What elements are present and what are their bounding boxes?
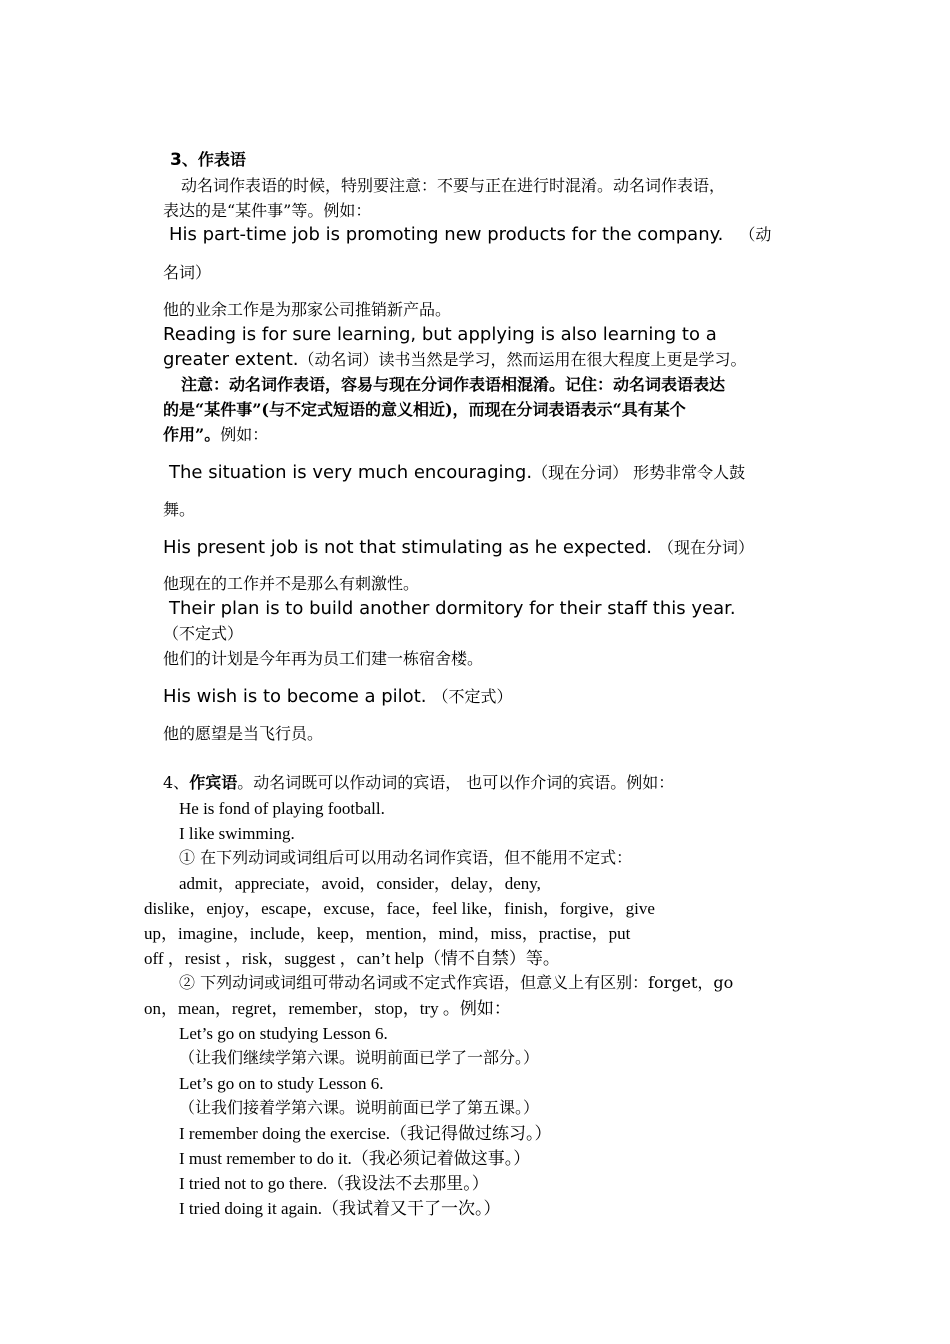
section-3-heading (170, 152, 246, 169)
note-line2: 的是“某件事”(与不定式短语的意义相近)，而现在分词表语表示“具有某个 (163, 400, 686, 419)
example-1-line (169, 226, 771, 244)
example-6-line (163, 688, 513, 706)
s4-verbs-line2: dislike，enjoy，escape，excuse，face，feel like，finish，forgive，give (144, 899, 655, 918)
example-2-english-end: greater extent. (163, 349, 299, 370)
section-4-number: 4、 (163, 773, 190, 792)
s4-example-2: I like swimming. (179, 824, 295, 843)
s4-example-8: I tried doing it again.（我试着又干了一次。） (179, 1199, 501, 1218)
s4-example-5: I remember doing the exercise.（我记得做过练习。） (179, 1124, 552, 1143)
note-line3 (163, 427, 268, 443)
s4-example-3-translation: （让我们继续学第六课。说明前面已学了一部分。） (179, 1048, 540, 1067)
s4-example-3: Let’s go on studying Lesson 6. (179, 1024, 388, 1043)
section-4-heading (163, 775, 674, 791)
example-5-translation: 他们的计划是今年再为员工们建一栋宿舍楼。 (163, 649, 484, 668)
example-3-translation-cont: 舞。 (163, 500, 196, 519)
example-3-line (169, 464, 745, 482)
example-3-english: The situation is very much encouraging. (169, 462, 533, 483)
s4-verbs-line4: off ，resist ，risk，suggest ，can’t help（情不自禁）等。 (144, 949, 560, 968)
example-3-translation: （现在分词） 形势非常令人鼓 (532, 463, 746, 482)
s4-verbs-line1: admit，appreciate，avoid，consider，delay，deny, (179, 874, 541, 893)
s4-example-6: I must remember to do it.（我必须记着做这事。） (179, 1149, 531, 1168)
section-3-number: 3 (170, 150, 182, 170)
example-2-line1: Reading is for sure learning, but applying is also learning to a (163, 324, 717, 345)
s4-example-7: I tried not to go there.（我设法不去那里。） (179, 1174, 489, 1193)
s4-example-4-translation: （让我们接着学第六课。说明前面已学了第五课。） (179, 1098, 540, 1117)
section-3-intro-line2: 表达的是“某件事”等。例如： (163, 201, 372, 220)
section-4-intro: 。动名词既可以作动词的宾语， 也可以作介词的宾语。例如： (237, 773, 675, 792)
example-4-translation: 他现在的工作并不是那么有刺激性。 (163, 574, 420, 593)
example-2-line2 (163, 351, 747, 369)
s4-point-1: ① 在下列动词或词组后可以用动名词作宾语，但不能用不定式： (179, 848, 633, 867)
s4-example-1: He is fond of playing football. (179, 799, 385, 818)
example-6-tag: （不定式） (432, 687, 513, 706)
section-4-title: 作宾语 (189, 773, 238, 792)
example-4-english: His present job is not that stimulating as he expected. (163, 537, 652, 558)
example-6-english: His wish is to become a pilot. (163, 686, 427, 707)
example-1-translation: 他的业余工作是为那家公司推销新产品。 (163, 300, 452, 319)
example-4-tag: （现在分词） (657, 538, 754, 557)
example-6-translation: 他的愿望是当飞行员。 (163, 724, 324, 743)
example-4-line (163, 539, 754, 557)
s4-point-2-line2: on，mean，regret，remember，stop，try 。例如： (144, 999, 511, 1018)
note-line1: 注意：动名词作表语，容易与现在分词作表语相混淆。记住：动名词表语表达 (181, 375, 726, 394)
s4-example-4: Let’s go on to study Lesson 6. (179, 1074, 384, 1093)
example-1-tag: （动 (739, 225, 772, 244)
example-1-tag-cont: 名词） (163, 263, 212, 282)
example-5-english: Their plan is to build another dormitory for their staff this year. (169, 598, 736, 619)
note-line3-bold: 作用”。 (163, 425, 221, 444)
example-5-tag: （不定式） (163, 624, 244, 643)
example-2-translation: （动名词）读书当然是学习，然而运用在很大程度上更是学习。 (298, 350, 747, 369)
example-1-english: His part-time job is promoting new products for the company. (169, 224, 724, 245)
s4-verbs-line3: up，imagine，include，keep，mention，mind，miss，practise，put (144, 924, 631, 943)
note-line3-rest: 例如： (220, 425, 269, 444)
section-3-title: 、作表语 (181, 150, 246, 169)
section-3-intro-line1: 动名词作表语的时候，特别要注意：不要与正在进行时混淆。动名词作表语， (181, 176, 726, 195)
s4-point-2-line1: ② 下列动词或词组可带动名词或不定式作宾语，但意义上有区别：forget，go (179, 973, 734, 992)
